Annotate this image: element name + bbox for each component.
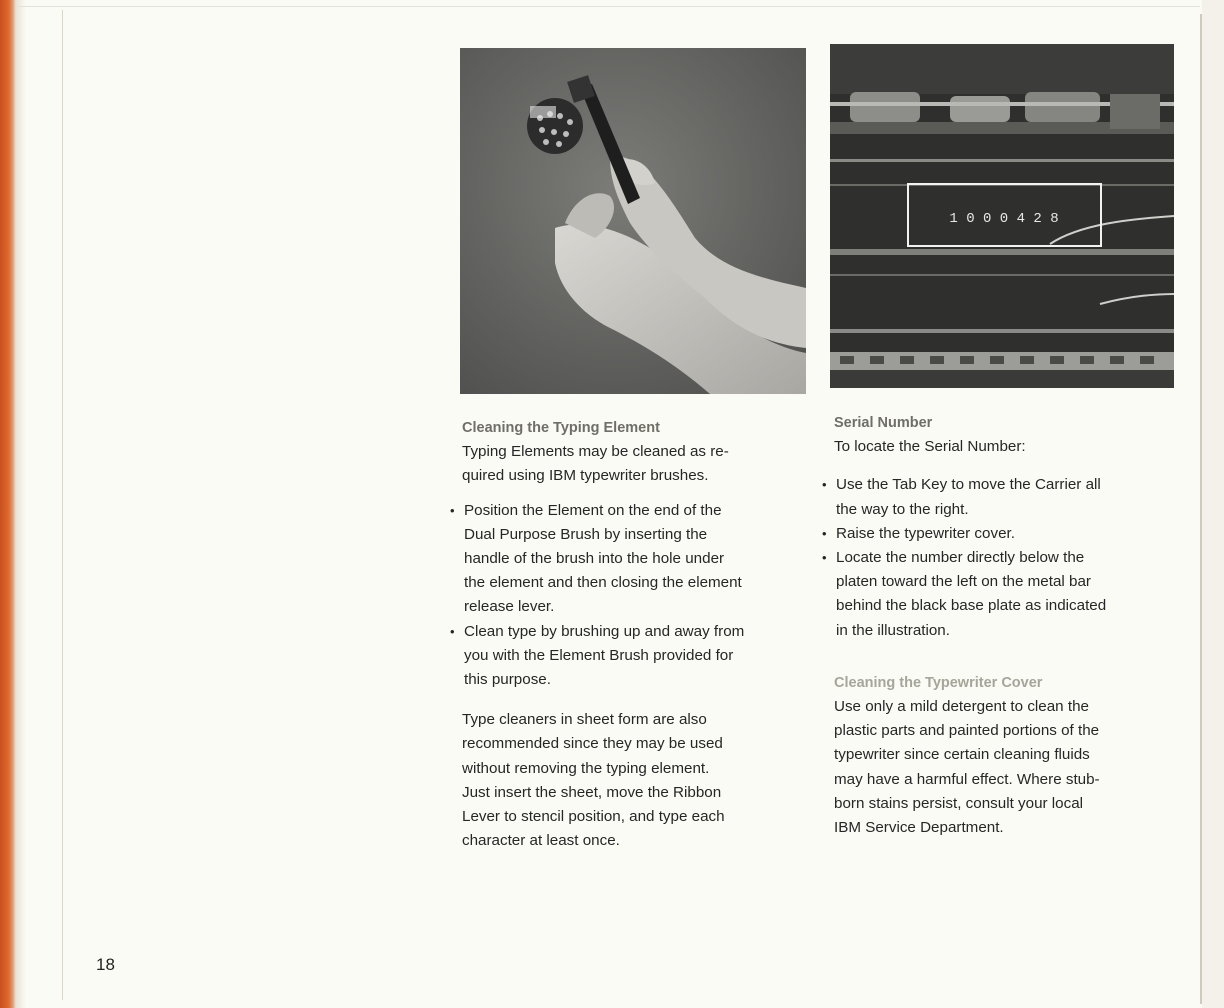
page-number: 18 — [96, 955, 115, 974]
paragraph-line: Lever to stencil position, and type each — [462, 808, 725, 826]
bullet-line: Locate the number directly below the — [836, 549, 1085, 567]
paragraph-line: may have a harmful effect. Where stub- — [834, 770, 1100, 788]
serial-number-photo — [830, 44, 1174, 388]
spine-shadow — [16, 0, 26, 1008]
serial-number-steps — [820, 473, 1190, 642]
paragraph-line: character at least once. — [462, 832, 620, 850]
paragraph-line: plastic parts and painted portions of the — [834, 722, 1100, 740]
book-spine — [0, 0, 16, 1008]
serial-number-readout: 1 0 0 0 4 2 8 — [949, 211, 1059, 227]
bullet-line: Raise the typewriter cover. — [836, 524, 1015, 542]
bullet-line: in the illustration. — [836, 621, 950, 639]
bullet-line: behind the black base plate as indicated — [836, 597, 1107, 615]
sheet-cleaner-paragraph — [448, 708, 818, 853]
element-cleaning-steps — [448, 499, 818, 693]
list-item — [448, 620, 818, 693]
bullet-line: you with the Element Brush provided for — [464, 646, 734, 664]
intro-paragraph — [448, 440, 818, 488]
page-top-edge — [16, 6, 1200, 7]
typing-element-cleaning-photo — [460, 48, 806, 394]
bullet-line: handle of the brush into the hole under — [464, 550, 725, 568]
bullet-line: Use the Tab Key to move the Carrier all — [836, 476, 1101, 494]
paragraph-line: Just insert the sheet, move the Ribbon — [462, 783, 722, 801]
page-inner-edge — [62, 10, 63, 1000]
paragraph-line: recommended since they may be used — [462, 735, 723, 753]
bullet-line: the way to the right. — [836, 500, 969, 518]
cleaning-element-heading: Cleaning the Typing Element — [462, 420, 660, 436]
bullet-line: release lever. — [464, 598, 555, 616]
serial-number-heading: Serial Number — [834, 415, 933, 431]
bullet-line: platen toward the left on the metal bar — [836, 573, 1091, 591]
bullet-line: the element and then closing the element — [464, 574, 742, 592]
list-item — [820, 546, 1190, 643]
bullet-line: Dual Purpose Brush by inserting the — [464, 525, 708, 543]
serial-intro: To locate the Serial Number: — [834, 438, 1026, 456]
paragraph-line: Use only a mild detergent to clean the — [834, 698, 1089, 716]
list-item — [820, 522, 1190, 546]
paragraph-line: Type cleaners in sheet form are also — [462, 711, 707, 729]
list-item — [448, 499, 818, 620]
bullet-line: Position the Element on the end of the — [464, 501, 722, 519]
bullet-line: Clean type by brushing up and away from — [464, 622, 745, 640]
bullet-line: this purpose. — [464, 671, 551, 689]
paragraph-line: without removing the typing element. — [462, 759, 710, 777]
intro-line: quired using IBM typewriter brushes. — [462, 467, 709, 485]
cleaning-cover-heading: Cleaning the Typewriter Cover — [834, 674, 1043, 691]
paragraph-line: typewriter since certain cleaning fluids — [834, 746, 1090, 764]
list-item — [820, 473, 1190, 521]
left-text-column — [448, 416, 818, 853]
intro-line: Typing Elements may be cleaned as re- — [462, 443, 729, 461]
cover-cleaning-paragraph — [820, 695, 1190, 840]
right-text-column — [820, 411, 1190, 840]
page-right-margin — [1202, 0, 1224, 1008]
paragraph-line: born stains persist, consult your local — [834, 794, 1084, 812]
paragraph-line: IBM Service Department. — [834, 819, 1004, 837]
